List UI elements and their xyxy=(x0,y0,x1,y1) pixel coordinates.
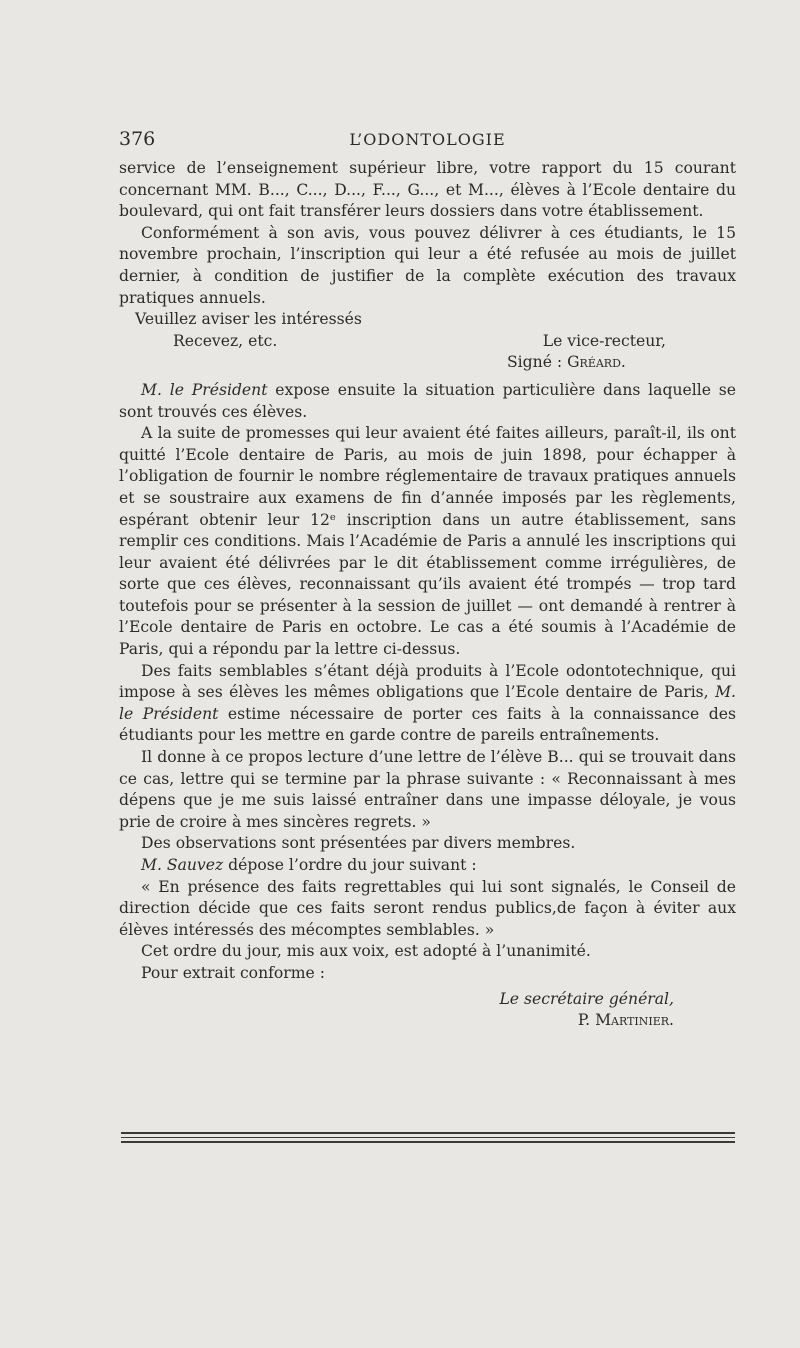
closing-salutation: Recevez, etc. xyxy=(173,331,278,350)
paragraph-text: Des faits semblables s’étant déjà produits à l’Ecole odontotechnique, qui impose à ses élèves les mêmes obligations que l’Ecole dentaire de Paris, xyxy=(119,661,736,702)
footer-rule xyxy=(121,1137,735,1138)
minutes-paragraph-4 xyxy=(119,380,736,423)
signed-label: Signé : xyxy=(507,353,568,372)
speaker-president: M. le Président xyxy=(119,683,736,723)
minutes-paragraph-6 xyxy=(119,661,736,747)
signature-name: P. Martinier. xyxy=(577,1011,674,1030)
body-text xyxy=(119,158,736,1032)
paragraph-text: dépose l’ordre du jour suivant : xyxy=(223,856,477,874)
minutes-paragraph-8: Des observations sont présentées par divers membres. xyxy=(141,834,576,853)
page-header xyxy=(119,128,736,152)
signed-name: Gréard. xyxy=(567,353,626,372)
letter-paragraph-1: service de l’enseignement supérieur libre, votre rapport du 15 courant concernant MM. B..., C..., D..., F..., G..., et M..., élèves à l’Ecole dentaire du boulevard, qui ont fait transférer leurs dossiers dans votre établissement. xyxy=(119,159,736,221)
speaker-sauvez: M. Sauvez xyxy=(141,856,224,874)
minutes-paragraph-11: Cet ordre du jour, mis aux voix, est adopté à l’unanimité. xyxy=(141,942,591,961)
footer-rule xyxy=(121,1132,735,1134)
minutes-paragraph-9 xyxy=(119,855,736,877)
paragraph-text: estime nécessaire de porter ces faits à la connaissance des étudiants pour les mettre en garde contre de pareils entraînements. xyxy=(119,704,736,745)
footer-rule xyxy=(121,1141,735,1143)
letter-closing xyxy=(119,331,736,353)
minutes-paragraph-5: A la suite de promesses qui leur avaient été faites ailleurs, paraît-il, ils ont quitté l’Ecole dentaire de Paris, au mois de juin 1898, pour échapper à l’obligation de fournir le nombre réglementaire de travaux pratiques annuels et se soustraire aux examens de fin d’année imposés par les règlements, espérant obtenir leur 12ᵉ inscription dans un autre établissement, sans remplir ces conditions. Mais l’Académie de Paris a annulé les inscriptions qui leur avaient été délivrées par le dit établissement comme irrégulières, de sorte que ces élèves, reconnaissant qu’ils avaient été trompés — trop tard toutefois pour se présenter à la session de juillet — ont demandé à rentrer à l’Ecole dentaire de Paris en octobre. Le cas a été soumis à l’Académie de Paris, qui a répondu par la lettre ci-dessus. xyxy=(119,424,736,659)
running-title: L’ODONTOLOGIE xyxy=(349,130,506,149)
speaker-president: M. le Président xyxy=(141,380,268,399)
page-number: 376 xyxy=(119,128,156,150)
minutes-paragraph-10: « En présence des faits regrettables qui lui sont signalés, le Conseil de direction décide que ces faits seront rendus publics,de façon à éviter aux élèves intéressés des mécomptes semblables. » xyxy=(119,877,736,939)
letter-paragraph-3: Veuillez aviser les intéressés xyxy=(135,310,362,329)
letter-signature xyxy=(119,352,736,374)
minutes-paragraph-12: Pour extrait conforme : xyxy=(141,963,325,982)
paragraph-text: expose ensuite la situation particulière dans laquelle se sont trouvés ces élèves. xyxy=(119,380,736,421)
footer-rules xyxy=(121,1132,735,1146)
signature-title: Le secrétaire général, xyxy=(499,989,674,1008)
closing-office: Le vice-recteur, xyxy=(542,331,666,350)
minutes-paragraph-7: Il donne à ce propos lecture d’une lettre de l’élève B... qui se trouvait dans ce cas, lettre qui se termine par la phrase suivante : « Reconnaissant à mes dépens que je me suis laissé entraîner dans une impasse déloyale, je vous prie de croire à mes sincères regrets. » xyxy=(119,748,736,831)
letter-paragraph-2: Conformément à son avis, vous pouvez délivrer à ces étudiants, le 15 novembre prochain, l’inscription qui leur a été refusée au mois de juillet dernier, à condition de justifier de la complète exécution des travaux pratiques annuels. xyxy=(119,223,736,307)
